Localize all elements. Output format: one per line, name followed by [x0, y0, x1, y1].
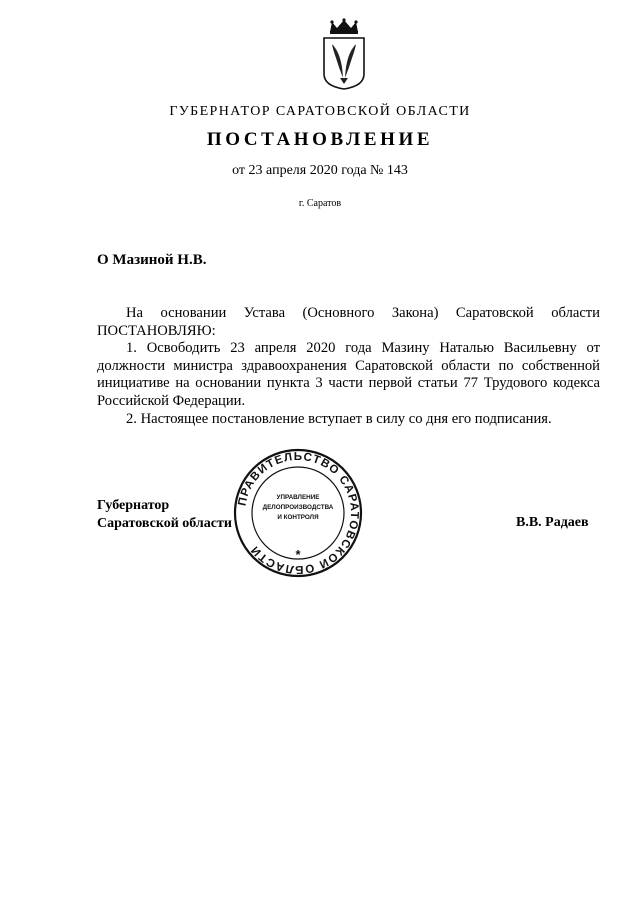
official-stamp	[232, 447, 364, 579]
document-city: г. Саратов	[298, 198, 342, 209]
signer-name: В.В. Радаев	[516, 515, 589, 530]
signer-title-line-1: Губернатор	[97, 498, 170, 513]
decree-item-1: 1. Освободить 23 апреля 2020 года Мазину Наталью Васильевну от должности министра здравоохранения Саратовской области по собственной инициативе на основании пункта 3 части первой статьи 77 Трудового кодекса Российской Федерации.	[97, 340, 600, 409]
coat-of-arms-emblem	[318, 18, 370, 90]
document-type-title: ПОСТАНОВЛЕНИЕ	[206, 129, 434, 150]
stamp-inner-line-1: УПРАВЛЕНИЕ	[276, 494, 320, 501]
decree-word: ПОСТАНОВЛЯЮ:	[97, 322, 216, 339]
signer-title	[97, 497, 232, 533]
stamp-ring-text: ПРАВИТЕЛЬСТВО САРАТОВСКОЙ ОБЛАСТИ	[236, 450, 361, 576]
document-subject: О Мазиной Н.В.	[97, 252, 207, 268]
preamble-text: На основании Устава (Основного Закона) Саратовской области	[126, 305, 600, 321]
document-body	[97, 305, 600, 428]
document-date-number: от 23 апреля 2020 года № 143	[232, 163, 408, 178]
stamp-inner-line-2: ДЕЛОПРОИЗВОДСТВА	[262, 504, 334, 511]
issuing-authority: ГУБЕРНАТОР САРАТОВСКОЙ ОБЛАСТИ	[169, 104, 471, 119]
stamp-star: *	[295, 547, 301, 562]
signer-title-line-2: Саратовской области	[97, 516, 232, 531]
decree-item-2: 2. Настоящее постановление вступает в силу со дня его подписания.	[126, 410, 552, 427]
stamp-inner-line-3: И КОНТРОЛЯ	[277, 514, 319, 521]
